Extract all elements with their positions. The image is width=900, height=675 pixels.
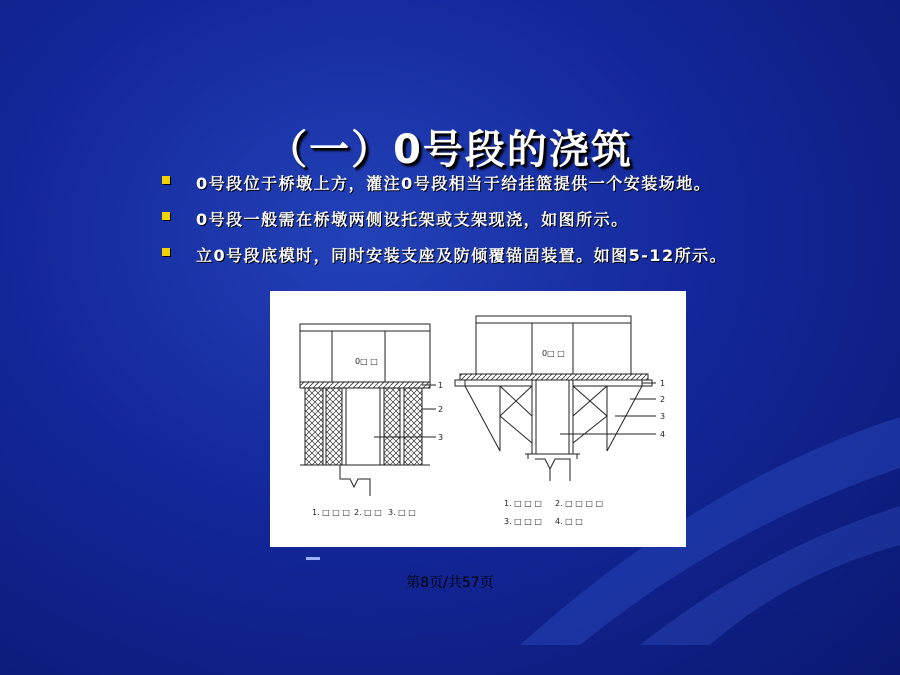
left-legend-3: 3. □ □ xyxy=(388,508,416,517)
bullet-square-icon xyxy=(162,212,170,220)
left-number-2: 2 xyxy=(438,405,444,414)
bullet-item xyxy=(162,170,752,198)
left-segment-label: 0□ □ xyxy=(355,357,378,366)
bullet-item xyxy=(162,206,752,234)
left-legend-2: 2. □ □ xyxy=(354,508,382,517)
page-number: 第8页/共57页 xyxy=(406,575,494,591)
bullet-text: 立0号段底模时，同时安装支座及防倾覆锚固装置。如图5-12所示。 xyxy=(196,246,728,265)
right-diagram xyxy=(455,316,656,481)
bullet-square-icon xyxy=(162,176,170,184)
bullet-square-icon xyxy=(162,248,170,256)
right-legend-4: 4. □ □ xyxy=(555,517,583,526)
bullet-list xyxy=(162,170,752,278)
bridge-segment-figure xyxy=(270,291,686,547)
bullet-text: 0号段位于桥墩上方，灌注0号段相当于给挂篮提供一个安装场地。 xyxy=(196,174,712,193)
right-legend-1: 1. □ □ □ xyxy=(504,499,542,508)
right-legend-2: 2. □ □ □ □ xyxy=(555,499,604,508)
left-legend-1: 1. □ □ □ xyxy=(312,508,350,517)
right-legend-3: 3. □ □ □ xyxy=(504,517,542,526)
right-number-1: 1 xyxy=(660,379,666,388)
left-diagram xyxy=(300,324,436,496)
left-number-3: 3 xyxy=(438,433,444,442)
right-number-2: 2 xyxy=(660,395,666,404)
right-segment-label: 0□ □ xyxy=(542,349,565,358)
bullet-text: 0号段一般需在桥墩两侧设托架或支架现浇，如图所示。 xyxy=(196,210,629,229)
bullet-item xyxy=(162,242,752,270)
right-number-4: 4 xyxy=(660,430,666,439)
stray-mark xyxy=(306,557,320,560)
slide-title: （一）0号段的浇筑 xyxy=(267,127,633,173)
left-number-1: 1 xyxy=(438,381,444,390)
right-number-3: 3 xyxy=(660,412,666,421)
